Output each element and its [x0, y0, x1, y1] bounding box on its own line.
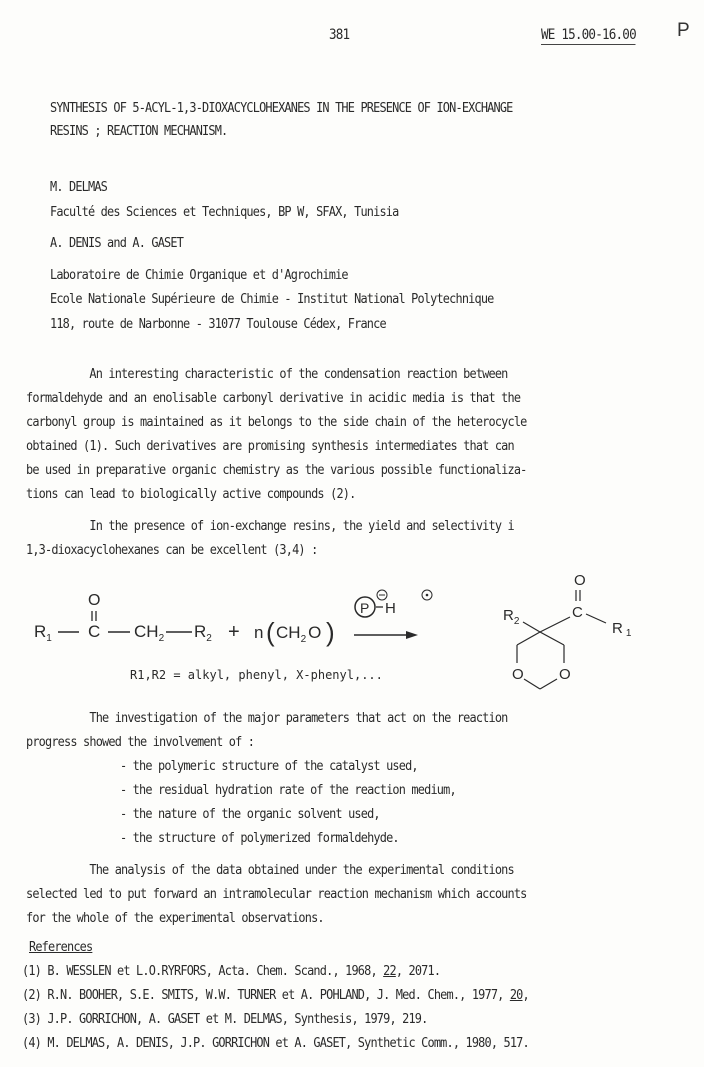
carbonyl-oxygen: O	[88, 592, 101, 609]
product-carbonyl-o: O	[574, 572, 586, 589]
bond	[586, 614, 606, 623]
open-paren: (	[266, 617, 275, 647]
reaction-arrow	[354, 631, 418, 639]
text-line: formaldehyde and an enolisable carbonyl derivative in acidic media is that the	[26, 391, 521, 406]
r2-label: $R_2$	[194, 622, 212, 644]
carbonyl-carbon: C	[88, 622, 101, 641]
title-line-1: SYNTHESIS OF 5-ACYL-1,3-DIOXACYCLOHEXANES IN THE PRESENCE OF ION-EXCHANGE	[50, 101, 513, 116]
list-item: - the nature of the organic solvent used,	[120, 807, 380, 822]
reference-item	[22, 964, 440, 980]
text-line: tions can lead to biologically active compounds (2).	[26, 487, 356, 502]
session-code: WE 15.00-16.00	[541, 27, 636, 43]
list-item: - the polymeric structure of the catalyst used,	[120, 759, 418, 774]
reference-item	[22, 1036, 529, 1052]
bond	[540, 679, 557, 689]
product-dioxane	[503, 572, 632, 689]
plus-sign: +	[228, 621, 240, 643]
ring-oxygen-right: O	[559, 666, 571, 683]
ring-oxygen-left: O	[512, 666, 524, 683]
product-r2: $R_2$	[503, 607, 520, 627]
bond	[540, 632, 564, 645]
text-line: for the whole of the experimental observations.	[26, 911, 324, 926]
text-line: progress showed the involvement of :	[26, 735, 255, 750]
reference-text: (2) R.N. BOOHER, S.E. SMITS, W.W. TURNER et A. POHLAND, J. Med. Chem., 1977,	[22, 988, 510, 1003]
affiliation-1: Faculté des Sciences et Techniques, BP W, SFAX, Tunisia	[50, 205, 399, 220]
formula: $CH_2$ O	[276, 623, 322, 645]
title-line-2: RESINS ; REACTION MECHANISM.	[50, 124, 228, 139]
charge-dot	[426, 594, 429, 597]
affiliation-2-line-3: 118, route de Narbonne - 31077 Toulouse Cédex, France	[50, 317, 386, 332]
text-line: The investigation of the major parameters that act on the reaction	[26, 711, 508, 726]
text-line: carbonyl group is maintained as it belongs to the side chain of the heterocycle	[26, 415, 527, 430]
author-group-1: M. DELMAS	[50, 180, 108, 195]
r1-label: $R_1$	[34, 622, 52, 644]
reference-text: , 2071.	[395, 964, 441, 979]
reference-text: ,	[522, 988, 529, 1003]
session-letter: P	[677, 20, 690, 41]
text-line: obtained (1). Such derivatives are promising synthesis intermediates that can	[26, 439, 514, 454]
reference-item	[22, 988, 529, 1004]
bond	[517, 632, 540, 645]
reference-text: (4) M. DELMAS, A. DENIS, J.P. GORRICHON et A. GASET, Synthetic Comm., 1980, 517.	[22, 1036, 529, 1051]
product-r1: R $_1$	[612, 620, 632, 639]
affiliation-2-line-1: Laboratoire de Chimie Organique et d'Agrochimie	[50, 268, 348, 283]
affiliation-2-line-2: Ecole Nationale Supérieure de Chimie - Institut National Polytechnique	[50, 292, 494, 307]
reference-volume: 22	[383, 964, 396, 979]
text-line: An interesting characteristic of the condensation reaction between	[26, 367, 508, 382]
formaldehyde-reagent	[254, 617, 335, 647]
text-line: 1,3-dioxacyclohexanes can be excellent (3,4) :	[26, 543, 318, 558]
bond	[540, 617, 570, 632]
bond	[523, 622, 540, 632]
reactant-ketone	[34, 592, 212, 644]
reaction-scheme	[0, 565, 704, 705]
proton-h: H	[385, 600, 396, 617]
author-group-2: A. DENIS and A. GASET	[50, 236, 184, 251]
reference-text: (1) B. WESSLEN et L.O.RYRFORS, Acta. Chem. Scand., 1968,	[22, 964, 384, 979]
text-line: The analysis of the data obtained under the experimental conditions	[26, 863, 514, 878]
reference-volume: 20	[509, 988, 523, 1003]
reference-text: (3) J.P. GORRICHON, A. GASET et M. DELMAS, Synthesis, 1979, 219.	[22, 1012, 428, 1027]
substituent-conditions: R1,R2 = alkyl, phenyl, X-phenyl,...	[130, 668, 383, 682]
references-heading: References	[29, 940, 93, 955]
reference-item	[22, 1012, 427, 1028]
polymer-p: P	[360, 600, 370, 616]
bond	[524, 679, 540, 689]
text-line: be used in preparative organic chemistry as the various possible functionaliza-	[26, 463, 527, 478]
close-paren: )	[326, 617, 335, 647]
n-coefficient: n	[254, 623, 264, 642]
catalyst	[355, 590, 432, 617]
ch2-group: $CH_2$	[134, 622, 165, 644]
arrow-head-icon	[406, 631, 418, 639]
product-carbonyl-c: C	[572, 604, 583, 621]
list-item: - the residual hydration rate of the reaction medium,	[120, 783, 456, 798]
page-number: 381	[329, 27, 350, 43]
text-line: In the presence of ion-exchange resins, the yield and selectivity i	[26, 519, 514, 534]
text-line: selected led to put forward an intramolecular reaction mechanism which accounts	[26, 887, 527, 902]
list-item: - the structure of polymerized formaldehyde.	[120, 831, 399, 846]
